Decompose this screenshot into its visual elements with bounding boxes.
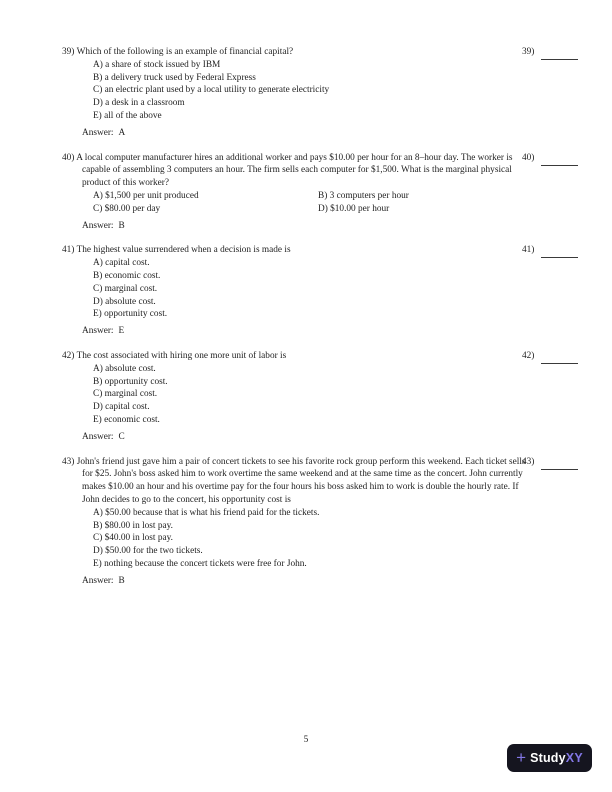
question-list [62, 46, 535, 599]
question-41 [62, 244, 535, 338]
option-c: C) $80.00 per day [93, 203, 161, 214]
answer-blank [522, 46, 578, 60]
option-d: D) $50.00 for the two tickets. [93, 546, 203, 557]
question-options [93, 257, 508, 321]
question-number: 39) [62, 47, 75, 57]
answer-blank-line [541, 350, 578, 364]
answer-blank [522, 456, 578, 470]
option-e: E) nothing because the concert tickets were free for John. [93, 558, 307, 569]
answer-value: E [118, 326, 125, 337]
answer-blank-number: 42) [522, 350, 535, 361]
option-c: C) marginal cost. [93, 283, 158, 294]
answer-blank-number: 40) [522, 152, 535, 163]
option-a: A) capital cost. [93, 258, 150, 269]
question-text: John's friend just gave him a pair of concert tickets to see his favorite rock group perform this weekend. Each ticket sells for $25. John's boss asked him to work overtime the same weekend and at the same time as the concert. John currently makes $10.00 an hour and his overtime pay for the four hours his boss asked him to work is double the hourly rate. If John decides to go to the concert, his opportunity cost is [76, 456, 526, 505]
option-a: A) a share of stock issued by IBM [93, 59, 221, 70]
option-a: A) $1,500 per unit produced [93, 190, 199, 201]
answer-blank-number: 43) [522, 456, 535, 467]
option-d: D) $10.00 per hour [318, 203, 390, 214]
option-d: D) absolute cost. [93, 296, 156, 307]
question-39 [62, 46, 535, 140]
studyxy-logo [507, 744, 592, 772]
answer-line [82, 220, 508, 233]
question-text: The highest value surrendered when a decision is made is [76, 245, 291, 256]
answer-value: B [118, 220, 125, 231]
option-b: B) a delivery truck used by Federal Express [93, 72, 256, 83]
answer-label: Answer: [82, 220, 114, 231]
question-head [62, 456, 528, 507]
question-number: 42) [62, 350, 75, 361]
option-c: C) $40.00 in lost pay. [93, 533, 173, 544]
answer-blank-line [541, 46, 578, 60]
brand-study: Study [530, 750, 566, 765]
answer-value: B [118, 575, 125, 586]
option-a: A) absolute cost. [93, 363, 156, 374]
option-e: E) opportunity cost. [93, 309, 168, 320]
brand-xy: XY [565, 750, 583, 765]
question-number: 40) [62, 152, 75, 163]
question-text: Which of the following is an example of financial capital? [76, 47, 294, 57]
question-head [62, 350, 528, 363]
answer-blank [522, 152, 578, 166]
answer-line [82, 575, 508, 588]
question-head [62, 244, 528, 257]
answer-blank-line [541, 152, 578, 166]
answer-label: Answer: [82, 127, 114, 138]
option-b: B) opportunity cost. [93, 376, 168, 387]
question-head [62, 152, 528, 190]
question-43 [62, 456, 535, 588]
answer-line [82, 431, 508, 444]
answer-blank [522, 244, 578, 258]
option-e: E) all of the above [93, 110, 162, 121]
answer-value: C [118, 431, 125, 442]
question-head [62, 46, 528, 59]
answer-label: Answer: [82, 431, 114, 442]
option-e: E) economic cost. [93, 414, 160, 425]
question-options [93, 59, 508, 123]
option-b: B) economic cost. [93, 270, 161, 281]
answer-blank [522, 350, 578, 364]
page-number: 5 [303, 735, 309, 745]
answer-label: Answer: [82, 326, 114, 337]
question-options [93, 507, 508, 571]
option-b: B) $80.00 in lost pay. [93, 520, 173, 531]
question-number: 43) [62, 456, 75, 467]
question-40 [62, 152, 535, 233]
answer-blank-line [541, 456, 578, 470]
option-d: D) a desk in a classroom [93, 98, 185, 109]
option-row [93, 203, 508, 216]
answer-blank-number: 39) [522, 47, 535, 57]
answer-blank-number: 41) [522, 245, 535, 256]
option-c: C) marginal cost. [93, 389, 158, 400]
question-options [93, 363, 508, 427]
question-number: 41) [62, 245, 75, 256]
option-row [93, 190, 508, 203]
question-options [93, 190, 508, 216]
answer-label: Answer: [82, 575, 114, 586]
question-42 [62, 350, 535, 444]
question-text: The cost associated with hiring one more unit of labor is [76, 350, 287, 361]
answer-line [82, 127, 508, 140]
answer-value: A [118, 127, 126, 138]
option-b: B) 3 computers per hour [318, 190, 409, 201]
answer-blank-line [541, 244, 578, 258]
answer-line [82, 325, 508, 338]
option-c: C) an electric plant used by a local utility to generate electricity [93, 85, 330, 96]
plus-icon: + [516, 747, 527, 767]
brand-text [530, 752, 583, 765]
option-a: A) $50.00 because that is what his friend paid for the tickets. [93, 507, 320, 518]
question-text: A local computer manufacturer hires an additional worker and pays $10.00 per hour for an 8–hour day. The worker is capable of assembling 3 computers an hour. The firm sells each computer for $1,500. What is the marginal physical product of this worker? [76, 152, 513, 189]
option-d: D) capital cost. [93, 402, 150, 413]
